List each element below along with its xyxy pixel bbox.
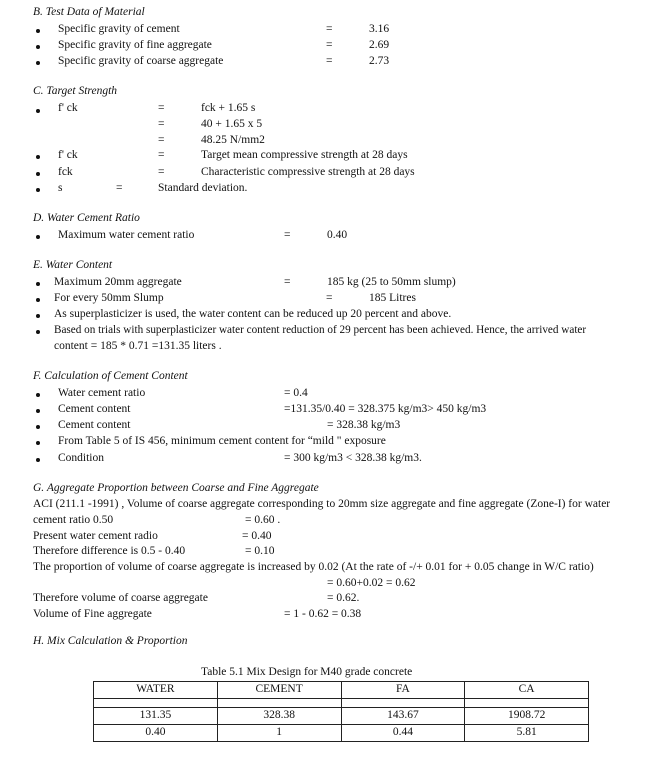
bullet (36, 29, 40, 33)
g-line-value: = 0.10 (245, 545, 275, 557)
def-label: f' ck (58, 149, 78, 161)
f-row-label: Cement content (58, 419, 131, 431)
table-row (94, 725, 589, 742)
g-line-label: Present water cement radio (33, 530, 158, 542)
table-header-cell: CEMENT (217, 682, 341, 699)
table-caption: Table 5.1 Mix Design for M40 grade concrete (201, 666, 413, 678)
section-d-heading: D. Water Cement Ratio (33, 212, 140, 224)
table-header-cell: WATER (94, 682, 218, 699)
table-cell (217, 699, 341, 708)
table-cell: 5.81 (465, 725, 589, 742)
e-row-label: Maximum 20mm aggregate (54, 276, 182, 288)
f-row-label: Cement content (58, 403, 131, 415)
bullet (36, 109, 40, 113)
table-cell: 131.35 (94, 708, 218, 725)
b-row-eq: = (326, 39, 333, 51)
b-row-eq: = (326, 55, 333, 67)
g-line-value: = 0.60 . (245, 514, 281, 526)
table-cell: 328.38 (217, 708, 341, 725)
formula-line-1: fck + 1.65 s (201, 102, 256, 114)
e-note-cont: content = 185 * 0.71 =131.35 liters . (54, 340, 222, 352)
g-line: ACI (211.1 -1991) , Volume of coarse aggregate corresponding to 20mm size aggregate and fine aggregate (Zone-I) for water (33, 498, 611, 510)
f-row-label: Condition (58, 452, 105, 464)
e-row-value: 185 kg (25 to 50mm slump) (327, 276, 456, 288)
table-spacer-row (94, 699, 589, 708)
eq: = (158, 166, 165, 178)
table-cell (94, 699, 218, 708)
bullet (36, 188, 40, 192)
g-line-label: Volume of Fine aggregate (33, 608, 152, 620)
g-line-label: Therefore volume of coarse aggregate (33, 592, 208, 604)
g-line-label: Therefore difference is 0.5 - 0.40 (33, 545, 186, 557)
eq: = (158, 149, 165, 161)
b-row-eq: = (326, 23, 333, 35)
bullet (36, 409, 40, 413)
bullet (36, 282, 40, 286)
bullet (36, 298, 40, 302)
table-cell: 0.40 (94, 725, 218, 742)
f-row-value: = 328.38 kg/m3 (327, 419, 401, 431)
fck-label: f' ck (58, 102, 78, 114)
bullet (36, 441, 40, 445)
bullet (36, 235, 40, 239)
table-cell: 0.44 (341, 725, 465, 742)
def-label: fck (58, 166, 73, 178)
table-cell: 1 (217, 725, 341, 742)
e-note: Based on trials with superplasticizer water content reduction of 29 percent has been achieved. Hence, the arrived water (54, 325, 587, 336)
formula-line-3: 48.25 N/mm2 (201, 134, 265, 146)
table-cell (341, 699, 465, 708)
b-row-label: Specific gravity of fine aggregate (58, 39, 212, 51)
table-header-cell: FA (341, 682, 465, 699)
b-row-value: 2.73 (369, 55, 390, 67)
eq: = (284, 276, 291, 288)
f-row-label: From Table 5 of IS 456, minimum cement content for “mild " exposure (58, 435, 386, 447)
section-f-heading: F. Calculation of Cement Content (33, 370, 188, 382)
def-text: Target mean compressive strength at 28 days (201, 149, 408, 161)
b-row-value: 3.16 (369, 23, 390, 35)
e-row-value: 185 Litres (369, 292, 416, 304)
f-row-value: = 0.4 (284, 387, 308, 399)
eq: = (116, 182, 123, 194)
eq: = (158, 118, 165, 130)
table-cell: 143.67 (341, 708, 465, 725)
g-line-value: = 0.60+0.02 = 0.62 (327, 577, 416, 589)
section-c-heading: C. Target Strength (33, 85, 118, 97)
bullet (36, 330, 40, 334)
section-b-heading: B. Test Data of Material (33, 6, 145, 18)
bullet (36, 425, 40, 429)
table-row (94, 708, 589, 725)
bullet (36, 172, 40, 176)
d-label: Maximum water cement ratio (58, 229, 195, 241)
b-row-value: 2.69 (369, 39, 390, 51)
e-note: As superplasticizer is used, the water content can be reduced up 20 percent and above. (54, 308, 452, 320)
g-line-value: = 1 - 0.62 = 0.38 (284, 608, 362, 620)
eq: = (158, 134, 165, 146)
f-row-label: Water cement ratio (58, 387, 146, 399)
table-header-row (94, 682, 589, 699)
g-line-value: = 0.62. (327, 592, 360, 604)
f-row-value: = 300 kg/m3 < 328.38 kg/m3. (284, 452, 422, 464)
b-row-label: Specific gravity of cement (58, 23, 180, 35)
section-g-heading: G. Aggregate Proportion between Coarse and Fine Aggregate (33, 482, 319, 494)
eq: = (158, 102, 165, 114)
bullet (36, 314, 40, 318)
b-row-label: Specific gravity of coarse aggregate (58, 55, 224, 67)
d-value: 0.40 (327, 229, 348, 241)
section-h-heading: H. Mix Calculation & Proportion (33, 635, 188, 647)
bullet (36, 458, 40, 462)
f-row-value: =131.35/0.40 = 328.375 kg/m3> 450 kg/m3 (284, 403, 487, 415)
bullet (36, 45, 40, 49)
table-cell (465, 699, 589, 708)
def-text: Characteristic compressive strength at 28 days (201, 166, 415, 178)
def-text: Standard deviation. (158, 182, 248, 194)
def-label: s (58, 182, 63, 194)
g-line-value: = 0.40 (242, 530, 272, 542)
bullet (36, 61, 40, 65)
table-cell: 1908.72 (465, 708, 589, 725)
table-header-cell: CA (465, 682, 589, 699)
section-e-heading: E. Water Content (33, 259, 113, 271)
eq: = (284, 229, 291, 241)
formula-line-2: 40 + 1.65 x 5 (201, 118, 263, 130)
g-line: The proportion of volume of coarse aggregate is increased by 0.02 (At the rate of -/+ 0.01 for + 0.05 change in W/C ratio) (33, 561, 594, 573)
eq: = (326, 292, 333, 304)
bullet (36, 155, 40, 159)
e-row-label: For every 50mm Slump (54, 292, 164, 304)
mix-design-table (93, 681, 589, 742)
bullet (36, 393, 40, 397)
g-line-label: cement ratio 0.50 (33, 514, 114, 526)
